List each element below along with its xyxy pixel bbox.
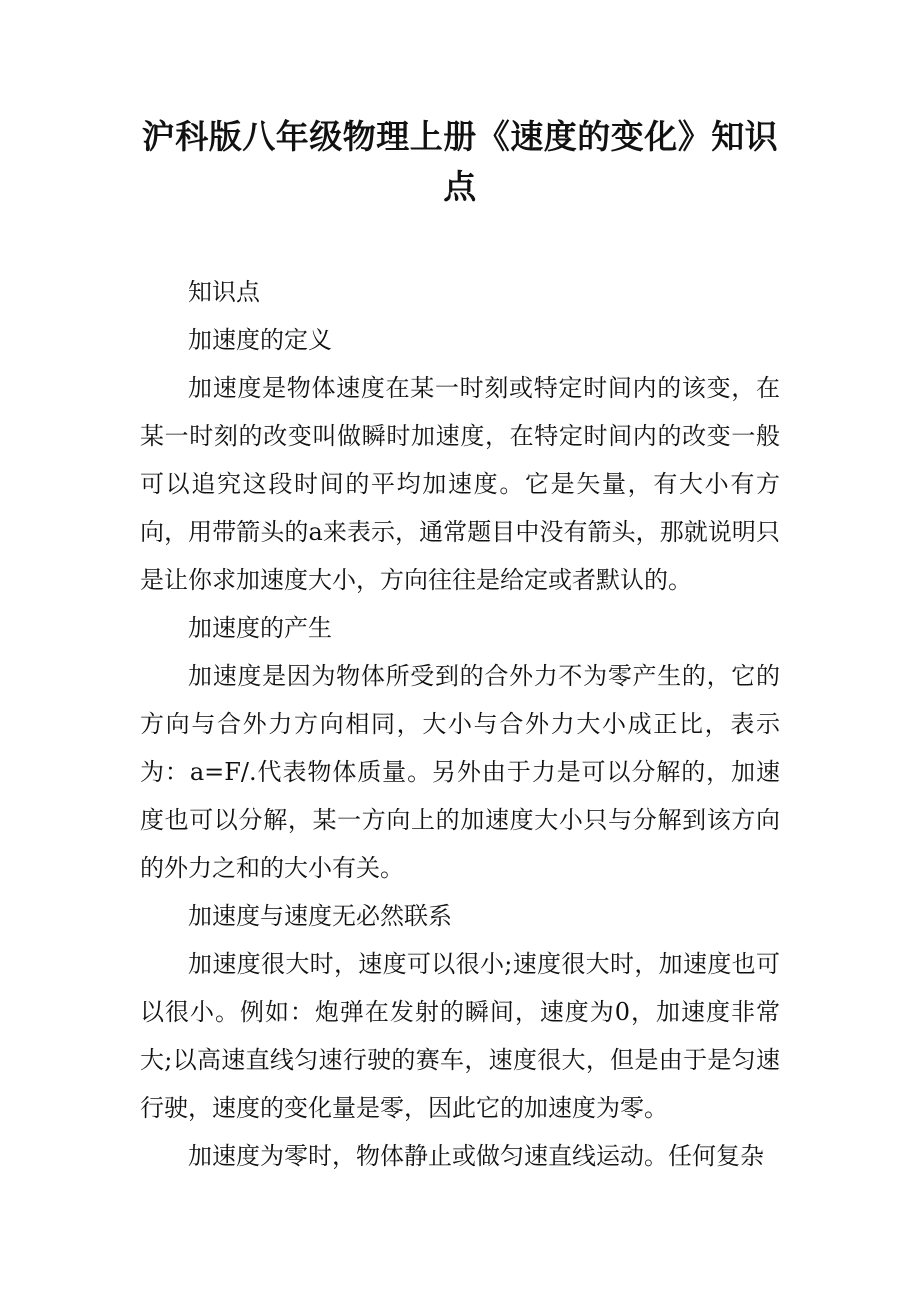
paragraph-acceleration-definition: 加速度是物体速度在某一时刻或特定时间内的该变，在某一时刻的改变叫做瞬时加速度，在特定时间内的改变一般可以追究这段时间的平均加速度。它是矢量，有大小有方向，用带箭头的a来表示，通常题目中没有箭头，那就说明只是让你求加速度大小，方向往往是给定或者默认的。: [140, 374, 780, 594]
heading-acceleration-velocity-relation: 加速度与速度无必然联系: [188, 902, 452, 930]
paragraph-zero-acceleration: 加速度为零时，物体静止或做匀速直线运动。任何复杂: [188, 1142, 764, 1170]
paragraph-acceleration-origin: 加速度是因为物体所受到的合外力不为零产生的，它的方向与合外力方向相同，大小与合外力大小成正比，表示为：a=F/.代表物体质量。另外由于力是可以分解的，加速度也可以分解，某一方向上的加速度大小只与分解到该方向的外力之和的大小有关。: [140, 662, 780, 882]
document-title: 沪科版八年级物理上册《速度的变化》知识点: [141, 117, 779, 206]
heading-acceleration-origin: 加速度的产生: [188, 614, 332, 642]
paragraph-acceleration-velocity-relation: 加速度很大时，速度可以很小;速度很大时，加速度也可以很小。例如：炮弹在发射的瞬间，速度为0，加速度非常大;以高速直线匀速行驶的赛车，速度很大，但是由于是匀速行驶，速度的变化量是零，因此它的加速度为零。: [140, 950, 780, 1122]
heading-acceleration-definition: 加速度的定义: [188, 326, 332, 354]
document-body: [140, 268, 780, 1180]
section-label-knowledge-points: 知识点: [188, 278, 260, 306]
